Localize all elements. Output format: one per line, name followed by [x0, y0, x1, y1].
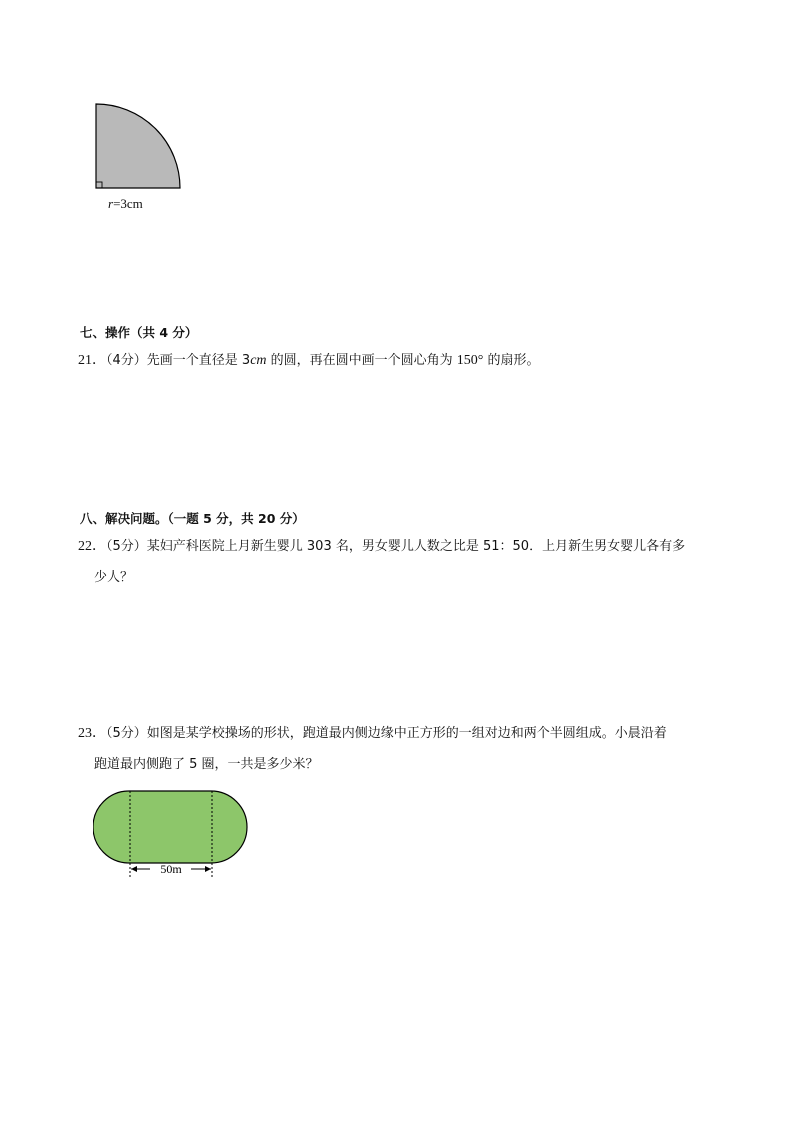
question-score: （5分）	[106, 539, 147, 554]
question-22	[78, 533, 685, 561]
radius-label: r=3cm	[108, 196, 143, 211]
question-text-line1: 如图是某学校操场的形状，跑道最内侧边缘中正方形的一组对边和两个半圆组成。小晨沿着	[146, 726, 667, 741]
section-title-problem-solving: 八、解决问题。（一题 5 分，共 20 分）	[80, 511, 305, 526]
quarter-circle-figure	[92, 100, 187, 212]
question-number: 23．	[78, 726, 106, 741]
dimension-label: 50m	[160, 862, 182, 876]
question-number: 21．	[78, 353, 106, 368]
question-23-line2: 跑道最内侧跑了 5 圈，一共是多少米？	[94, 757, 319, 772]
section-title-operation: 七、操作（共 4 分）	[80, 325, 198, 340]
question-23	[78, 720, 667, 748]
quarter-circle-shape	[92, 100, 187, 196]
running-track-figure	[93, 789, 249, 879]
question-21	[78, 347, 540, 375]
question-score: （5分）	[106, 726, 147, 741]
question-text-line1: 某妇产科医院上月新生婴儿 303 名，男女婴儿人数之比是 51：50．上月新生男女婴儿各有多	[146, 539, 686, 554]
question-22-line2: 少人？	[94, 570, 134, 585]
question-number: 22．	[78, 539, 106, 554]
running-track-shape	[93, 789, 249, 879]
question-score: （4分）	[106, 353, 147, 368]
question-text: 先画一个直径是 3cm 的圆，再在圆中画一个圆心角为 150° 的扇形。	[146, 353, 540, 368]
